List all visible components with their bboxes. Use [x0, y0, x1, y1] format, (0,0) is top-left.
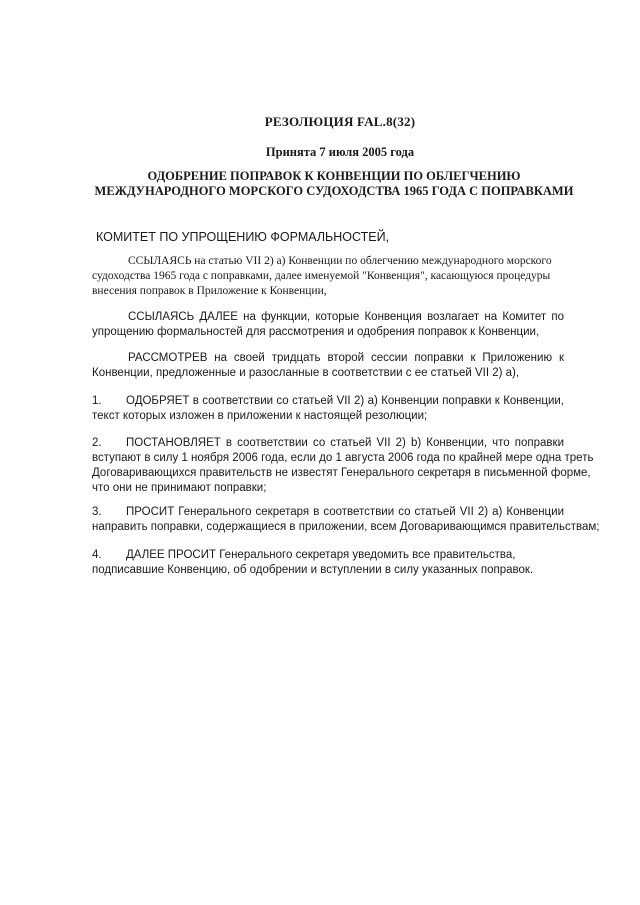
paragraph-line: текст которых изложен в приложении к настоящей резолюции;	[92, 410, 428, 422]
resolution-title: РЕЗОЛЮЦИЯ FAL.8(32)	[264, 114, 416, 129]
paragraph-number: 2.	[92, 437, 102, 449]
paragraph-text: ПОСТАНОВЛЯЕТ в соответствии со статьей VII 2) b) Конвенции, что поправки	[126, 437, 564, 449]
preamble-paragraph	[92, 254, 564, 299]
paragraph-line	[92, 394, 564, 409]
paragraph-number: 1.	[92, 395, 102, 407]
resolution-heading	[84, 169, 584, 199]
paragraph-line: РАССМОТРЕВ на своей тридцать второй сессии поправки к Приложению к	[128, 352, 564, 364]
operative-paragraph	[92, 436, 594, 496]
paragraph-line	[92, 436, 564, 451]
paragraph-number: 3.	[92, 506, 102, 518]
paragraph-line	[92, 505, 564, 520]
paragraph-text: ДАЛЕЕ ПРОСИТ Генерального секретаря уведомить все правительства,	[126, 549, 516, 561]
paragraph-number: 4.	[92, 549, 102, 561]
operative-paragraph	[92, 505, 600, 535]
paragraph-line: упрощению формальностей для рассмотрения и одобрения поправок к Конвенции,	[92, 326, 540, 338]
paragraph-line: Договаривающихся правительств не известят Генерального секретаря в письменной форме,	[92, 467, 591, 479]
paragraph-text: ПРОСИТ Генерального секретаря в соответствии со статьей VII 2) а) Конвенции	[126, 506, 564, 518]
adoption-date: Принята 7 июля 2005 года	[265, 145, 415, 159]
paragraph-line	[92, 548, 564, 563]
paragraph-text: ОДОБРЯЕТ в соответствии со статьей VII 2) а) Конвенции поправки к Конвенции,	[126, 395, 564, 407]
paragraph-line: ССЫЛАЯСЬ ДАЛЕЕ на функции, которые Конвенция возлагает на Комитет по	[128, 311, 564, 323]
paragraph-line: судоходства 1965 года с поправками, далее именуемой "Конвенция", касающуюся процедуры	[92, 270, 551, 282]
paragraph-line: направить поправки, содержащиеся в приложении, всем Договаривающимся правительствам;	[92, 521, 600, 533]
operative-paragraph	[92, 394, 564, 424]
heading-line: ОДОБРЕНИЕ ПОПРАВОК К КОНВЕНЦИИ ПО ОБЛЕГЧЕНИЮ	[147, 169, 521, 183]
heading-line: МЕЖДУНАРОДНОГО МОРСКОГО СУДОХОДСТВА 1965 ГОДА С ПОПРАВКАМИ	[94, 184, 574, 198]
committee-name: КОМИТЕТ ПО УПРОЩЕНИЮ ФОРМАЛЬНОСТЕЙ,	[96, 230, 390, 244]
preamble-paragraph	[92, 351, 564, 381]
paragraph-line: ССЫЛАЯСЬ на статью VII 2) а) Конвенции по облегчению международного морского	[128, 255, 552, 267]
paragraph-line: что они не принимают поправки;	[92, 482, 267, 494]
paragraph-line: внесения поправок в Приложение к Конвенции,	[92, 285, 327, 297]
operative-paragraph	[92, 548, 564, 578]
preamble-paragraph	[92, 310, 564, 340]
paragraph-line: подписавшие Конвенцию, об одобрении и вступлении в силу указанных поправок.	[92, 564, 534, 576]
paragraph-line: вступают в силу 1 ноября 2006 года, если до 1 августа 2006 года по крайней мере одна треть	[92, 452, 594, 464]
paragraph-line: Конвенции, предложенные и разосланные в соответствии с ее статьей VII 2) а),	[92, 367, 520, 379]
